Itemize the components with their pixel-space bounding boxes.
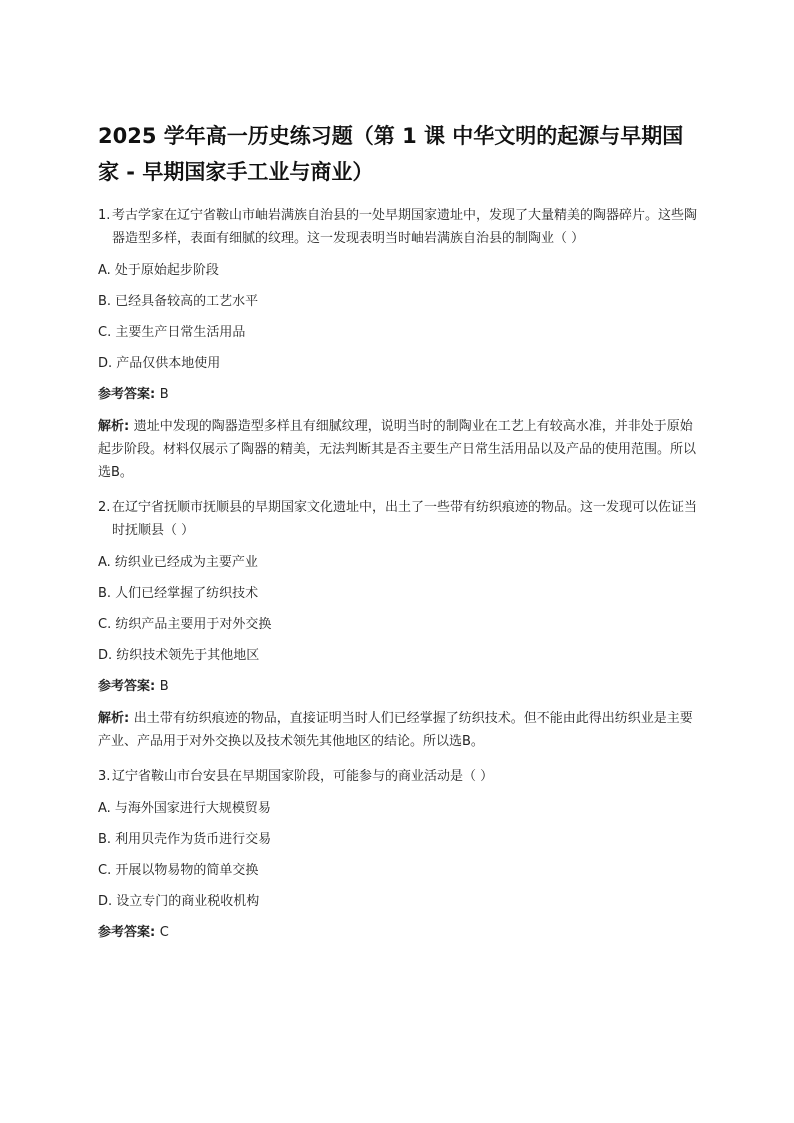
explanation-text: 遗址中发现的陶器造型多样且有细腻纹理，说明当时的制陶业在工艺上有较高水准，并非处于原始起步阶段。材料仅展示了陶器的精美，无法判断其是否主要生产日常生活用品以及产品的使用范围。所以选B。 xyxy=(98,419,697,480)
option-c: C. 开展以物易物的简单交换 xyxy=(98,863,259,878)
answer-value: B xyxy=(159,387,169,402)
question-number: 3. xyxy=(98,769,111,784)
option-a: A. 与海外国家进行大规模贸易 xyxy=(98,801,271,816)
option-c: C. 纺织产品主要用于对外交换 xyxy=(98,617,272,632)
explanation-label: 解析: xyxy=(98,419,134,434)
explanation-text: 出土带有纺织痕迹的物品，直接证明当时人们已经掌握了纺织技术。但不能由此得出纺织业是主要产业、产品用于对外交换以及技术领先其他地区的结论。所以选B。 xyxy=(98,711,693,749)
explanation xyxy=(98,707,698,753)
answer-line xyxy=(98,923,698,943)
answer-value: B xyxy=(159,679,169,694)
option-b: B. 已经具备较高的工艺水平 xyxy=(98,294,259,309)
option-a: A. 纺织业已经成为主要产业 xyxy=(98,555,258,570)
option-d: D. 设立专门的商业税收机构 xyxy=(98,894,260,909)
answer-label: 参考答案: xyxy=(98,925,160,940)
option-d: D. 纺织技术领先于其他地区 xyxy=(98,648,260,663)
answer-label: 参考答案: xyxy=(98,387,160,402)
explanation-label: 解析: xyxy=(98,711,134,726)
question-text: 考古学家在辽宁省鞍山市岫岩满族自治县的一处早期国家遗址中，发现了大量精美的陶器碎片。这些陶器造型多样，表面有细腻的纹理。这一发现表明当时岫岩满族自治县的制陶业（ ） xyxy=(112,208,698,246)
option-a: A. 处于原始起步阶段 xyxy=(98,263,219,278)
answer-value: C xyxy=(159,925,169,940)
question-3 xyxy=(98,765,698,788)
option-b: B. 人们已经掌握了纺织技术 xyxy=(98,586,259,601)
question-1 xyxy=(98,204,698,250)
option-d: D. 产品仅供本地使用 xyxy=(98,356,221,371)
question-2 xyxy=(98,496,698,542)
option-c: C. 主要生产日常生活用品 xyxy=(98,325,246,340)
document-page xyxy=(98,118,698,943)
page-title: 2025 学年高一历史练习题（第 1 课 中华文明的起源与早期国家 - 早期国家手工业与商业） xyxy=(98,124,684,184)
answer-label: 参考答案: xyxy=(98,679,160,694)
question-text: 在辽宁省抚顺市抚顺县的早期国家文化遗址中，出土了一些带有纺织痕迹的物品。这一发现可以佐证当时抚顺县（ ） xyxy=(112,500,698,538)
question-number: 1. xyxy=(98,208,111,223)
answer-line xyxy=(98,677,698,697)
question-number: 2. xyxy=(98,500,111,515)
question-text: 辽宁省鞍山市台安县在早期国家阶段，可能参与的商业活动是（ ） xyxy=(112,769,494,784)
explanation xyxy=(98,415,698,484)
option-b: B. 利用贝壳作为货币进行交易 xyxy=(98,832,272,847)
answer-line xyxy=(98,385,698,405)
